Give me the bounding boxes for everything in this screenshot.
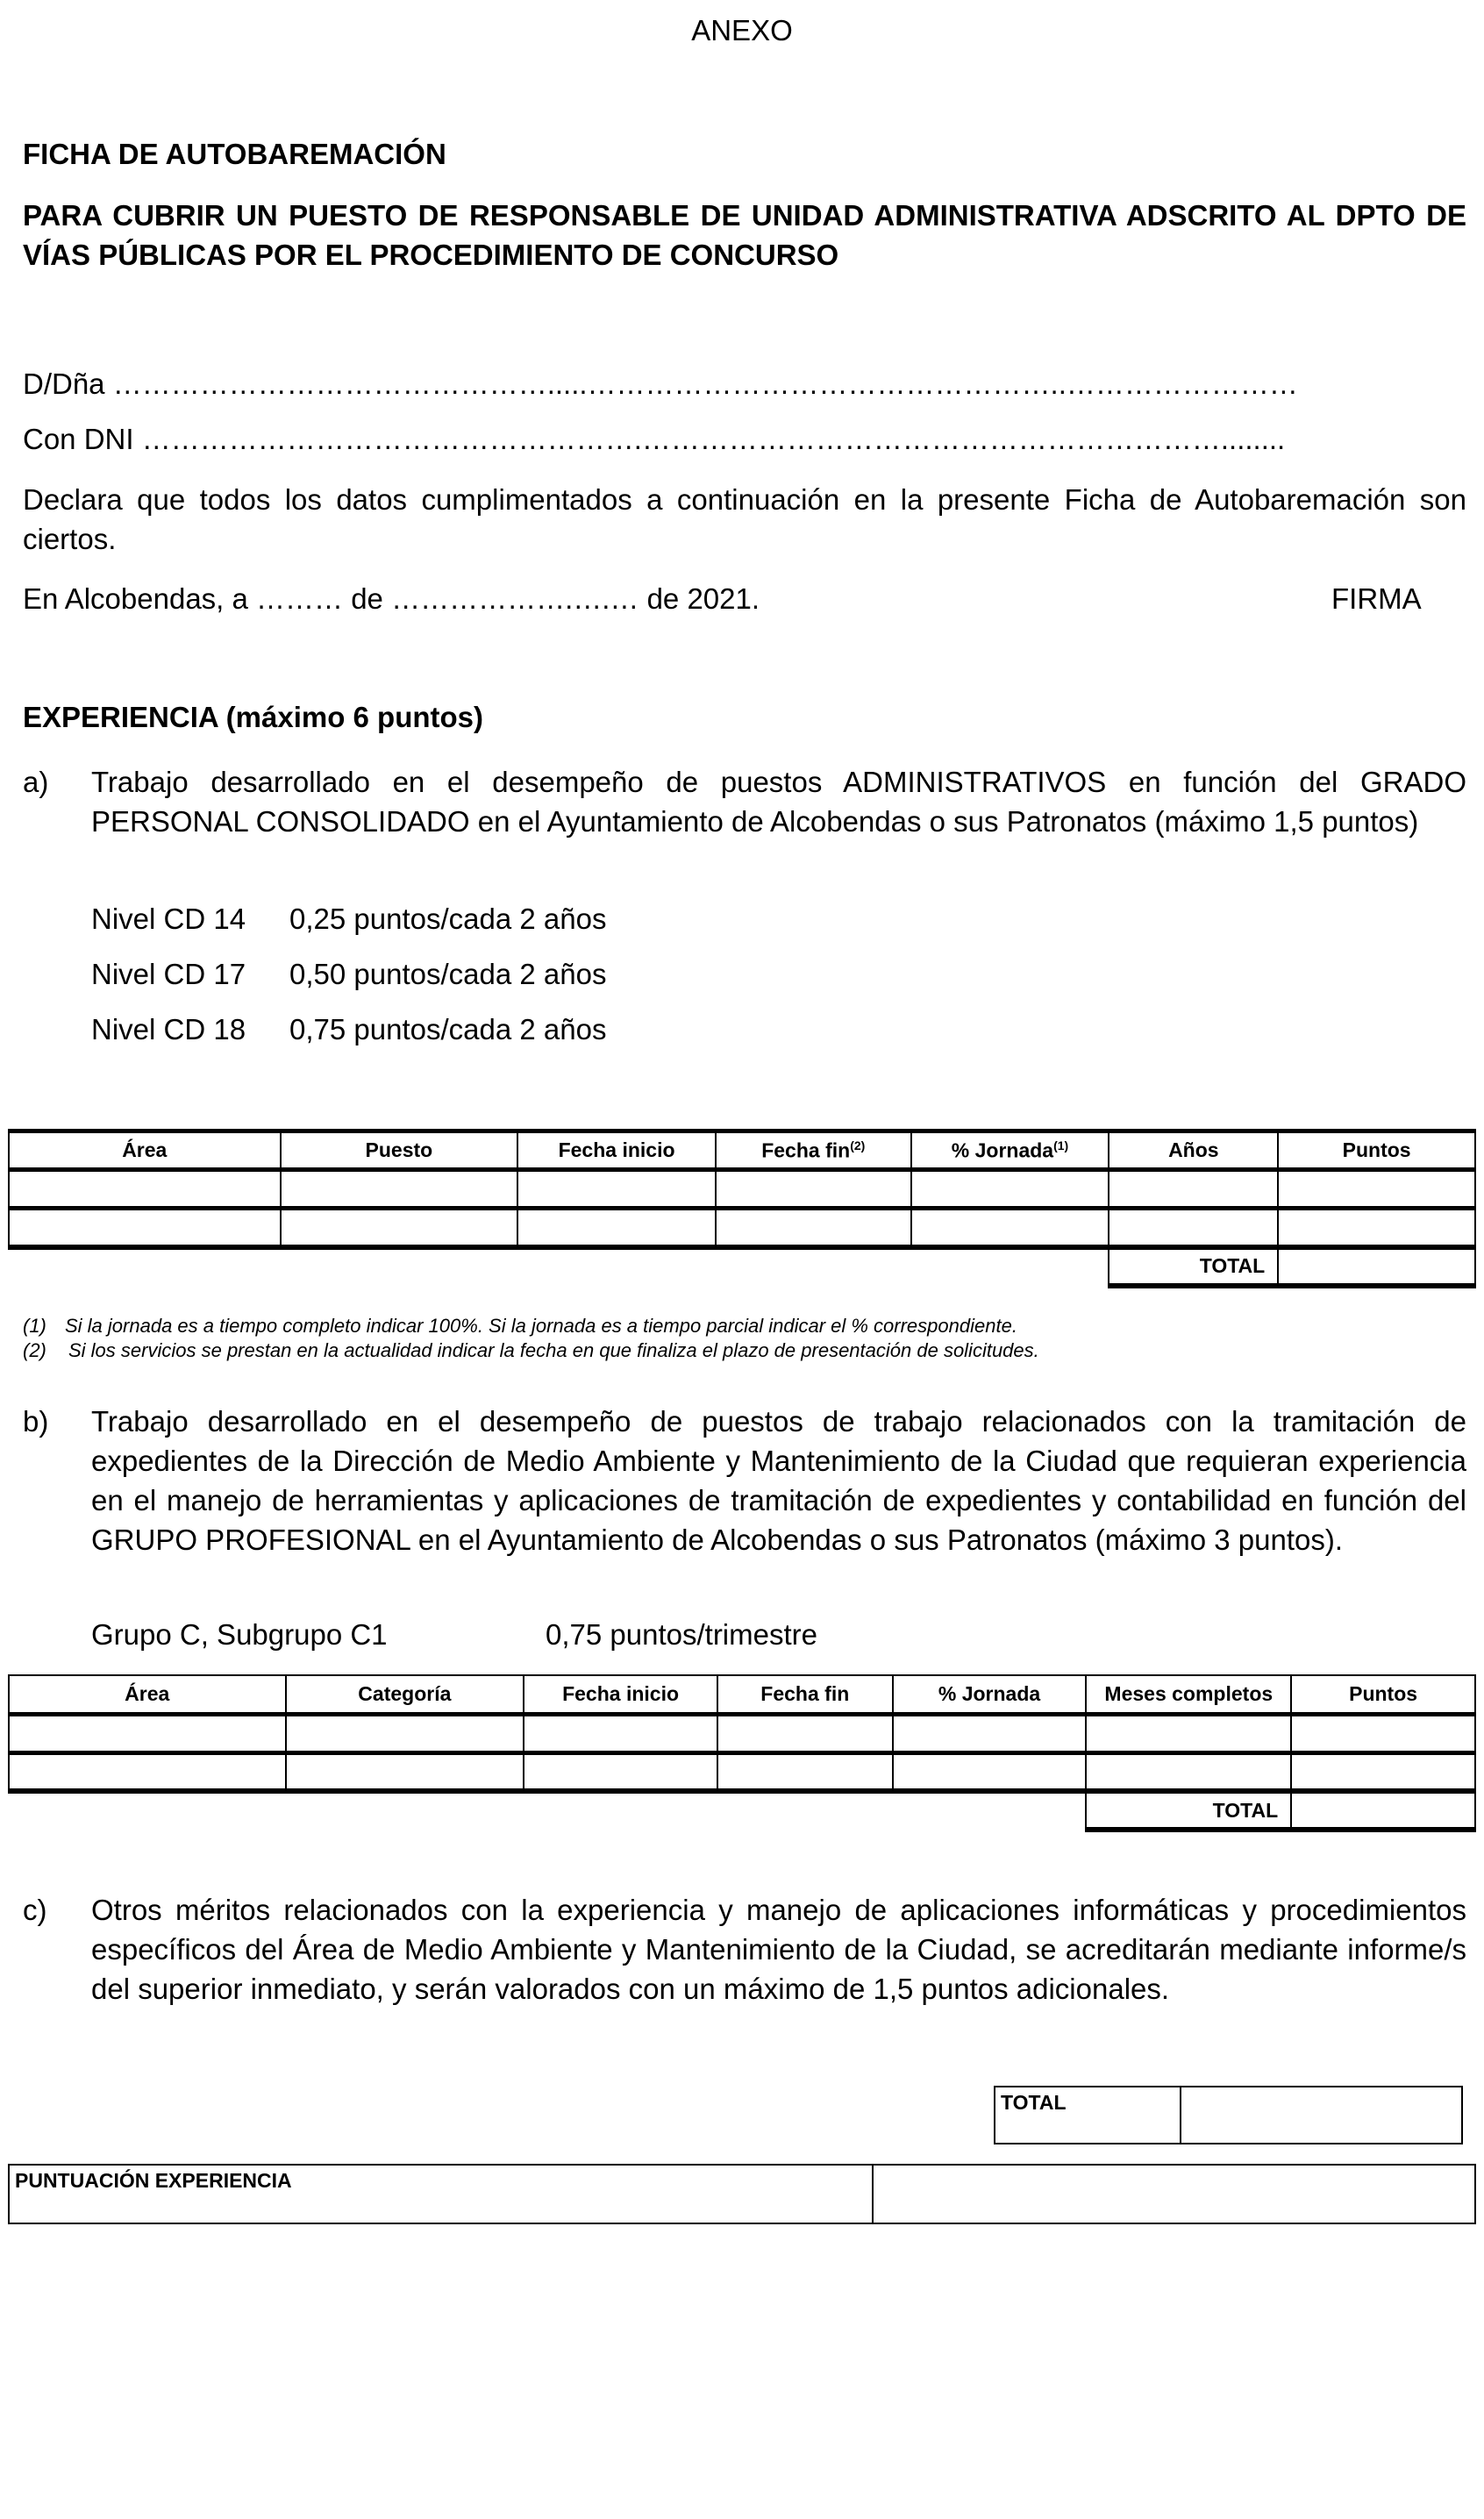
level-points: 0,25 puntos/cada 2 años (289, 903, 607, 935)
col-header: Puntos (1278, 1131, 1475, 1170)
score-label: PUNTUACIÓN EXPERIENCIA (10, 2166, 874, 2223)
table-row (9, 1752, 1475, 1791)
col-header: % Jornada$^{(1)}$ (911, 1131, 1109, 1170)
total-label: TOTAL (995, 2087, 1181, 2143)
experience-heading: EXPERIENCIA (máximo 6 puntos) (23, 701, 484, 733)
dni-field[interactable]: Con DNI …………………………………………….……………………………………………………........ (23, 423, 1286, 455)
level-points: 0,75 puntos/cada 2 años (289, 1013, 607, 1045)
footnote-text: Si la jornada es a tiempo completo indicar 100%. Si la jornada es a tiempo parcial indicar el % correspondiente. (65, 1315, 1017, 1337)
section-c-marker: c) (23, 1894, 47, 1926)
heading-puesto: PARA CUBRIR UN PUESTO DE RESPONSABLE DE UNIDAD ADMINISTRATIVA ADSCRITO AL DPTO DE VÍAS PÚBLICAS POR EL PROCEDIMIENTO DE CONCURSO (23, 199, 1466, 271)
table-a (8, 1129, 1476, 1288)
level-label: Nivel CD 18 (91, 1013, 246, 1045)
col-header: Meses completos (1086, 1675, 1291, 1714)
signature-label: FIRMA (1331, 582, 1422, 615)
level-label: Nivel CD 17 (91, 958, 246, 990)
col-header: Área (9, 1675, 286, 1714)
group-label: Grupo C, Subgrupo C1 (91, 1618, 388, 1651)
score-box (8, 2164, 1476, 2224)
col-header: Categoría (286, 1675, 524, 1714)
total-value[interactable] (1181, 2087, 1461, 2143)
section-b-marker: b) (23, 1405, 49, 1438)
col-header: Fecha fin$^{(2)}$ (716, 1131, 911, 1170)
name-field[interactable]: D/Dña ……………………………………….....…………………………………………..…………………… (23, 368, 1298, 400)
group-points: 0,75 puntos/trimestre (546, 1618, 817, 1651)
col-header: % Jornada (893, 1675, 1087, 1714)
section-b-text: Trabajo desarrollado en el desempeño de puestos de trabajo relacionados con la tramitación de expedientes de la Dirección de Medio Ambiente y Mantenimiento de la Ciudad que requieran experiencia en el manejo de herramientas y aplicaciones de tramitación de expedientes y contabilidad en función del GRUPO PROFESIONAL en el Ayuntamiento de Alcobendas o sus Patronatos (máximo 3 puntos). (91, 1405, 1466, 1556)
place-date-line[interactable]: En Alcobendas, a ……… de ……………….….… de 2021. (23, 582, 760, 615)
footnote-marker: (1) (23, 1315, 46, 1337)
footnote-marker: (2) (23, 1339, 46, 1361)
section-a-text: Trabajo desarrollado en el desempeño de puestos ADMINISTRATIVOS en función del GRADO PERSONAL CONSOLIDADO en el Ayuntamiento de Alcobendas o sus Patronatos (máximo 1,5 puntos) (91, 766, 1466, 838)
total-value[interactable] (1278, 1247, 1475, 1286)
col-header: Fecha inicio (517, 1131, 716, 1170)
col-header: Puesto (281, 1131, 518, 1170)
level-label: Nivel CD 14 (91, 903, 246, 935)
section-a-marker: a) (23, 766, 49, 798)
heading-ficha: FICHA DE AUTOBAREMACIÓN (23, 138, 446, 170)
table-row (9, 1714, 1475, 1752)
col-header: Puntos (1291, 1675, 1475, 1714)
declaration-text: Declara que todos los datos cumplimentados a continuación en la presente Ficha de Autobaremación son ciertos. (23, 483, 1466, 555)
total-value[interactable] (1291, 1791, 1475, 1830)
table-row (9, 1170, 1475, 1209)
footnote-text: Si los servicios se prestan en la actualidad indicar la fecha en que finaliza el plazo de presentación de solicitudes. (68, 1339, 1039, 1361)
score-value[interactable] (874, 2166, 1474, 2223)
document-title: ANEXO (691, 14, 793, 46)
col-header: Años (1109, 1131, 1278, 1170)
total-box (994, 2086, 1463, 2144)
col-header: Fecha inicio (524, 1675, 717, 1714)
table-b (8, 1674, 1476, 1832)
section-c-text: Otros méritos relacionados con la experiencia y manejo de aplicaciones informáticas y procedimientos específicos del Área de Medio Ambiente y Mantenimiento de la Ciudad, se acreditarán mediante informe/s del superior inmediato, y serán valorados con un máximo de 1,5 puntos adicionales. (91, 1894, 1466, 2005)
level-points: 0,50 puntos/cada 2 años (289, 958, 607, 990)
col-header: Área (9, 1131, 281, 1170)
col-header: Fecha fin (717, 1675, 893, 1714)
table-row (9, 1209, 1475, 1247)
total-label: TOTAL (1109, 1247, 1278, 1286)
total-label: TOTAL (1086, 1791, 1291, 1830)
